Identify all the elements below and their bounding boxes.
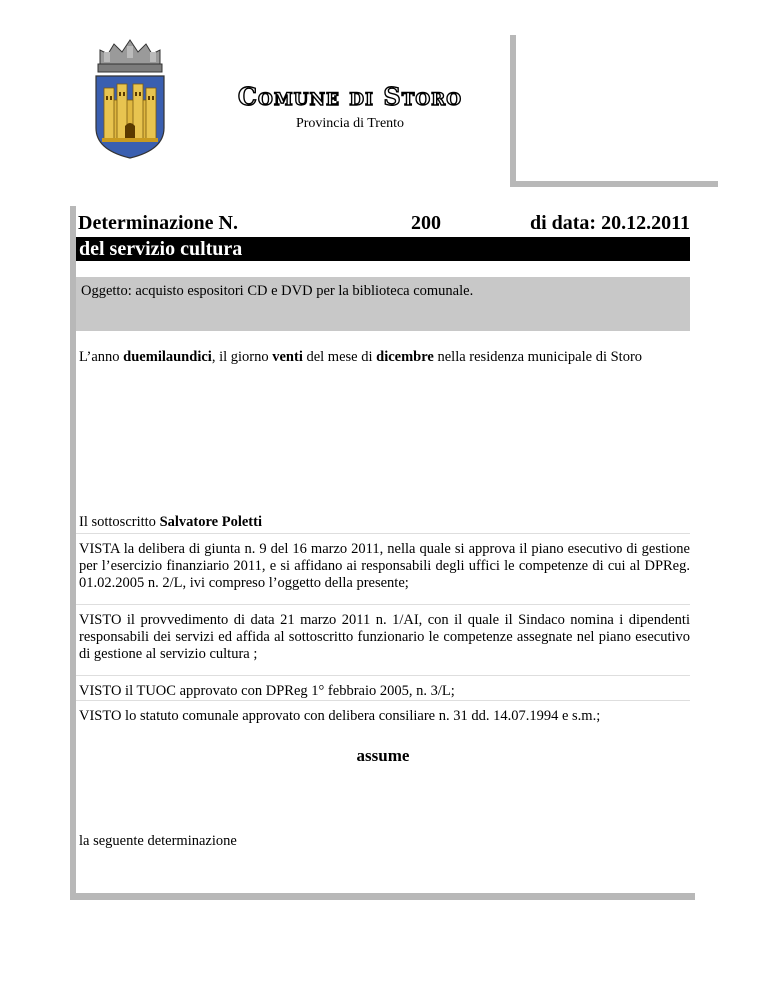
determination-label: Determinazione N. [78,212,238,234]
header-frame-horizontal [510,181,718,187]
divider [76,533,690,534]
recital-2: VISTO il provvedimento di data 21 marzo 2011 n. 1/AI, con il quale il Sindaco nomina i dipendenti responsabili dei servizi ed affida al sottoscritto funzionario le competenze assegnate nel piano esecutivo di gestione al servizio cultura ; [79,612,690,662]
subject-text: Oggetto: acquisto espositori CD e DVD per la biblioteca comunale. [81,283,474,299]
closing-line: la seguente determinazione [79,833,237,849]
divider [76,675,690,676]
signer-line: Il sottoscritto Salvatore Poletti [79,514,262,530]
recital-4: VISTO lo statuto comunale approvato con delibera consiliare n. 31 dd. 14.07.1994 e s.m.; [79,708,601,724]
recital-3: VISTO il TUOC approvato con DPReg 1° febbraio 2005, n. 3/L; [79,683,455,699]
determination-header [78,212,690,238]
divider [76,604,690,605]
header-frame-vertical [510,35,516,187]
divider [76,700,690,701]
province-subtitle: Provincia di Trento [295,116,405,131]
subject-box [76,277,690,331]
determination-date: di data: 20.12.2011 [529,212,690,234]
signer-name: Salvatore Poletti [159,514,262,530]
recital-1: VISTA la delibera di giunta n. 9 del 16 marzo 2011, nella quale si approva il piano esecutivo di gestione per l’esercizio finanziario 2011, e si affidano ai responsabili degli uffici le competenze di cui al DPReg. 01.02.2005 n. 2/L, ivi compreso l’oggetto della presente; [79,541,690,591]
service-bar: del servizio cultura [76,237,690,261]
document-frame-bottom [70,893,695,900]
determination-number: 200 [411,212,441,234]
assume-heading: assume [356,746,410,765]
intro-paragraph: L’anno duemilaundici, il giorno venti del mese di dicembre nella residenza municipale di Storo [79,349,643,365]
municipality-title: Comune di Storo [237,82,463,111]
